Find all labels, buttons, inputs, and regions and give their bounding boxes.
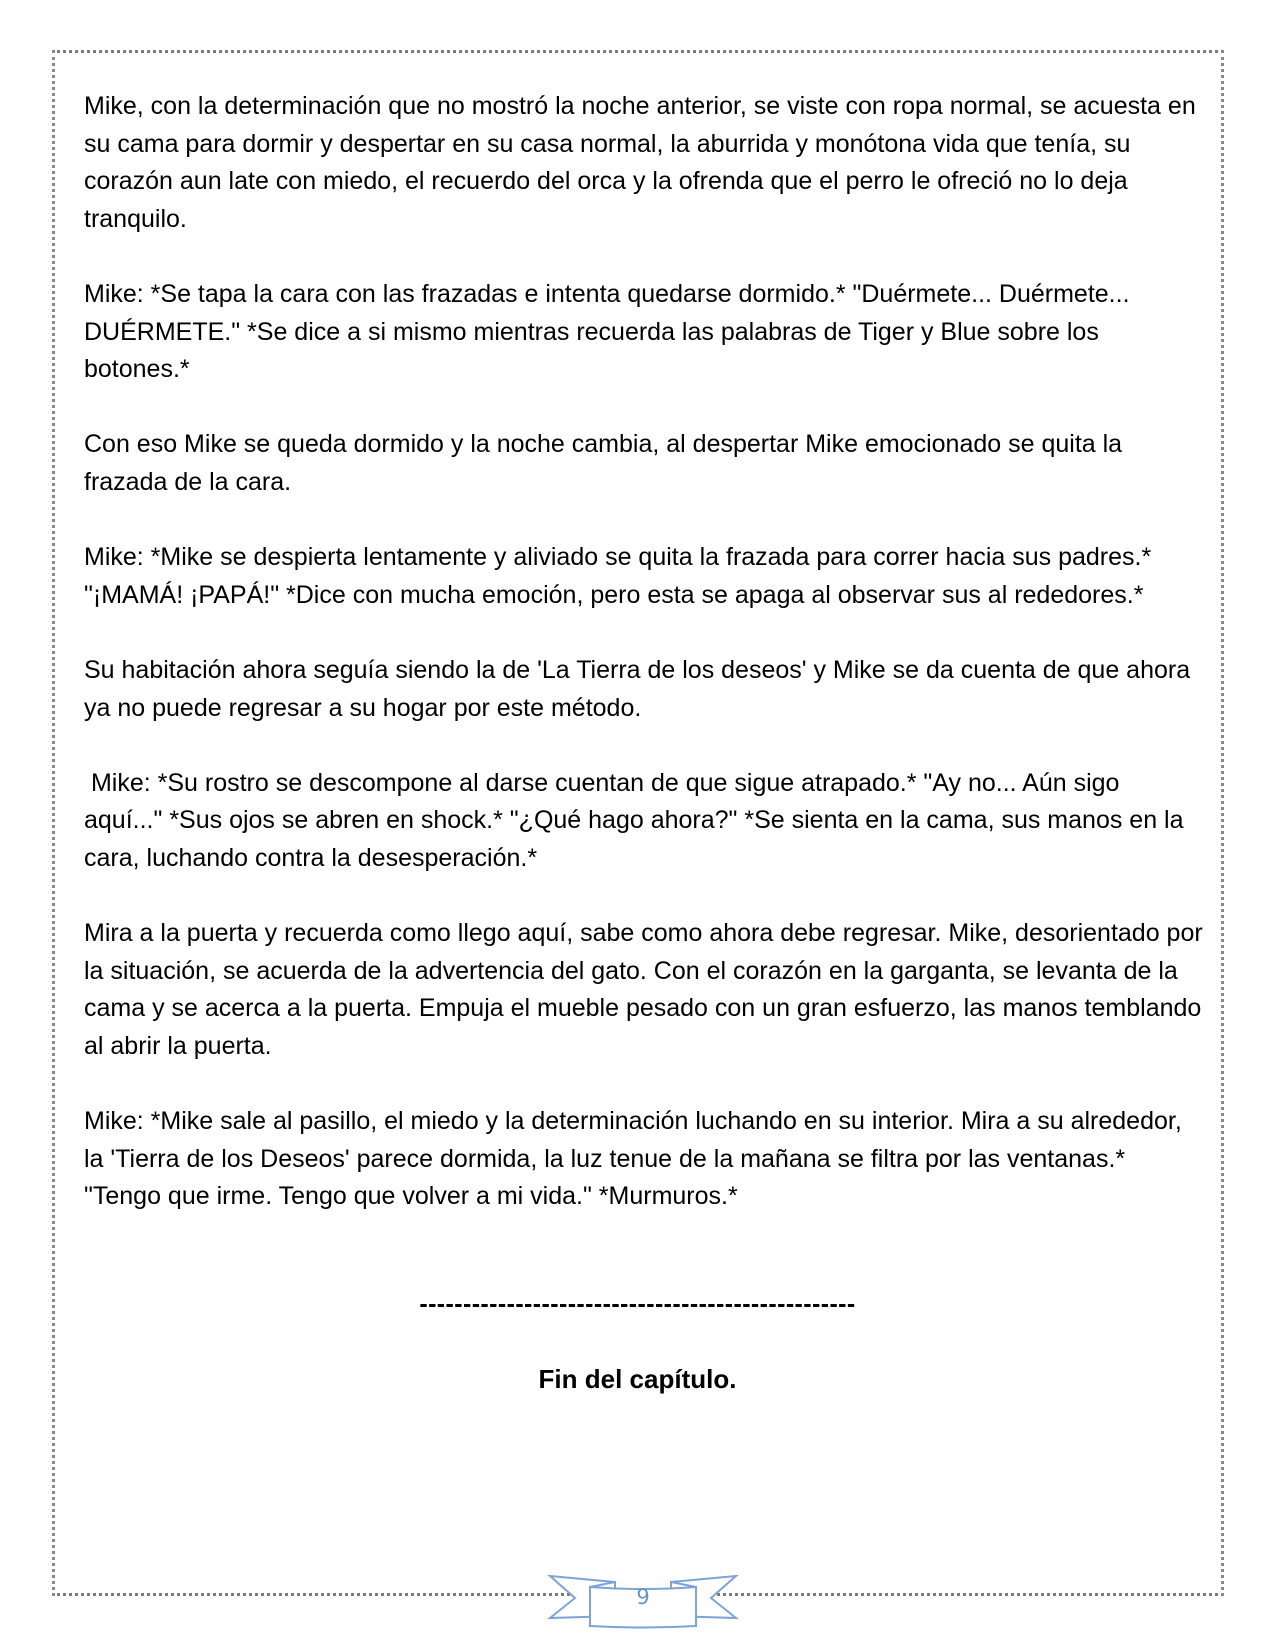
- paragraph: Mike: *Mike sale al pasillo, el miedo y la determinación luchando en su interior. Mira a su alrededor, la 'Tierra de los Deseos' parece dormida, la luz tenue de la mañana se filtra por las ventanas.* "Tengo que irme. Tengo que volver a mi vida." *Murmuros.*: [84, 1107, 1182, 1211]
- paragraph: Mike: *Se tapa la cara con las frazadas e intenta quedarse dormido.* "Duérmete... Duérmete... DUÉRMETE." *Se dice a si mismo mientras recuerda las palabras de Tiger y Blue sobre los botones.*: [84, 279, 1130, 384]
- paragraph: Mira a la puerta y recuerda como llego aquí, sabe como ahora debe regresar. Mike, desorientado por la situación, se acuerda de la advertencia del gato. Con el corazón en la garganta, se levanta de la cama y se acerca a la puerta. Empuja el mueble pesado con un gran esfuerzo, las manos temblando al abrir la puerta.: [84, 919, 1203, 1060]
- paragraph: Mike: *Mike se despierta lentamente y aliviado se quita la frazada para correr hacia sus padres.* "¡MAMÁ! ¡PAPÁ!" *Dice con mucha emoción, pero esta se apaga al observar sus al rededores.*: [84, 543, 1152, 609]
- paragraph: Mike, con la determinación que no mostró la noche anterior, se viste con ropa normal, se acuesta en su cama para dormir y despertar en su casa normal, la aburrida y monótona vida que tenía, su corazón aun late con miedo, el recuerdo del orca y la ofrenda que el perro le ofreció no lo deja tranquilo.: [84, 92, 1196, 233]
- page-body: [84, 88, 1204, 1253]
- paragraph: Su habitación ahora seguía siendo la de 'La Tierra de los deseos' y Mike se da cuenta de que ahora ya no puede regresar a su hogar por este método.: [84, 655, 1191, 722]
- section-separator: --------------------------------------------------: [419, 1290, 856, 1318]
- paragraph: Con eso Mike se queda dormido y la noche cambia, al despertar Mike emocionado se quita la frazada de la cara.: [84, 430, 1123, 496]
- paragraph: Mike: *Su rostro se descompone al darse cuentan de que sigue atrapado.* "Ay no... Aún sigo aquí..." *Sus ojos se abren en shock.* "¿Qué hago ahora?" *Se sienta en la cama, sus manos en la cara, luchando contra la desesperación.*: [84, 768, 1191, 872]
- page-number: 9: [636, 1585, 650, 1609]
- chapter-end-heading: Fin del capítulo.: [538, 1364, 737, 1394]
